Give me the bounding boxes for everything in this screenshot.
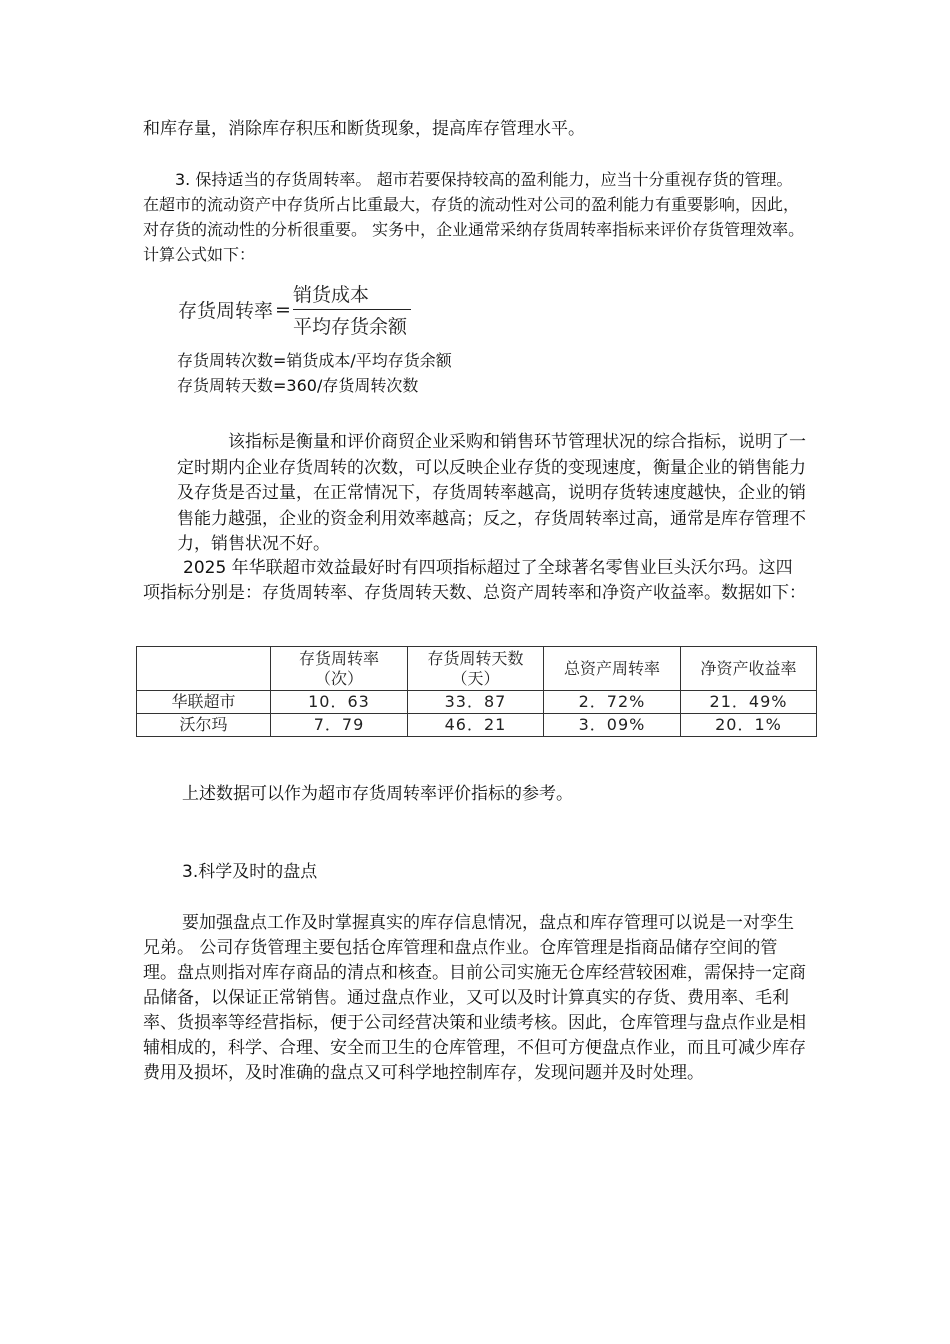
table-header-cell (408, 647, 544, 691)
formula-equals: = (275, 298, 291, 321)
formula-line-turns: 存货周转次数=销货成本/平均存货余额 (177, 351, 452, 370)
table-header-row (137, 647, 817, 691)
paragraph-data-reference: 上述数据可以作为超市存货周转率评价指标的参考。 (182, 784, 573, 804)
table-cell-company: 华联超市 (137, 691, 271, 714)
table-header-cell: 总资产周转率 (544, 647, 681, 691)
paragraph-comparison-intro: 2025 年华联超市效益最好时有四项指标超过了全球著名零售业巨头沃尔玛。这四项指标分别是：存货周转率、存货周转天数、总资产周转率和净资产收益率。数据如下： (143, 558, 806, 603)
formula-numerator: 销货成本 (292, 284, 369, 306)
table-cell: 33．87 (408, 691, 544, 714)
table-cell: 7．79 (271, 714, 408, 737)
table-row (137, 714, 817, 737)
table-cell: 20．1% (681, 714, 817, 737)
turnover-formula (178, 280, 411, 339)
table-cell: 10．63 (271, 691, 408, 714)
table-header-line: （天） (451, 668, 500, 688)
formula-denominator: 平均存货余额 (292, 316, 407, 338)
table-cell: 21．49% (681, 691, 817, 714)
comparison-table (136, 646, 817, 737)
paragraph-stocktaking: 要加强盘点工作及时掌握真实的库存信息情况，盘点和库存管理可以说是一对孪生兄弟。 公司存货管理主要包括仓库管理和盘点作业。仓库管理是指商品储存空间的管理。盘点则指对库存商品的清点和核查。目前公司实施无仓库经营较困难，需保持一定商品储备，以保证正常销售。通过盘点作业，又可以及时计算真实的存货、费用率、毛利率、货损率等经营指标，便于公司经营决策和业绩考核。因此，仓库管理与盘点作业是相辅相成的，科学、合理、安全而卫生的仓库管理，不但可方便盘点作业，而且可减少库存费用及损坏，及时准确的盘点又可科学地控制库存，发现问题并及时处理。 (143, 913, 806, 1083)
table-header-line: 存货周转率 (298, 648, 379, 668)
table-row (137, 691, 817, 714)
table-header-cell (137, 647, 271, 691)
table-cell: 2．72% (544, 691, 681, 714)
formula-fraction (293, 280, 411, 339)
formula-lines (177, 348, 452, 398)
table-header-cell: 净资产收益率 (681, 647, 817, 691)
table-header-cell (271, 647, 408, 691)
section-heading-stocktaking: 3.科学及时的盘点 (182, 862, 318, 882)
paragraph-indicator-explanation: 该指标是衡量和评价商贸企业采购和销售环节管理状况的综合指标，说明了一定时期内企业存货周转的次数，可以反映企业存货的变现速度，衡量企业的销售能力及存货是否过量，在正常情况下，存货周转率越高，说明存货转速度越快，企业的销售能力越强，企业的资金利用效率越高；反之，存货周转率过高，通常是库存管理不力，销售状况不好。 (177, 432, 806, 554)
table-cell-company: 沃尔玛 (137, 714, 271, 737)
table-cell: 46．21 (408, 714, 544, 737)
table-header-line: 存货周转天数 (427, 648, 524, 668)
table-cell: 3．09% (544, 714, 681, 737)
paragraph-inventory-level: 和库存量，消除库存积压和断货现象，提高库存管理水平。 (143, 119, 585, 139)
paragraph-turnover-intro: 3. 保持适当的存货周转率。 超市若要保持较高的盈利能力，应当十分重视存货的管理。在超市的流动资产中存货所占比重最大，存货的流动性对公司的盈利能力有重要影响，因此，对存货的流动性的分析很重要。 实务中，企业通常采纳存货周转率指标来评价存货管理效率。计算公式如下： (143, 170, 805, 264)
table-header-line: （次） (314, 668, 363, 688)
formula-lhs: 存货周转率 (178, 300, 274, 322)
formula-line-days: 存货周转天数=360/存货周转次数 (177, 376, 419, 395)
